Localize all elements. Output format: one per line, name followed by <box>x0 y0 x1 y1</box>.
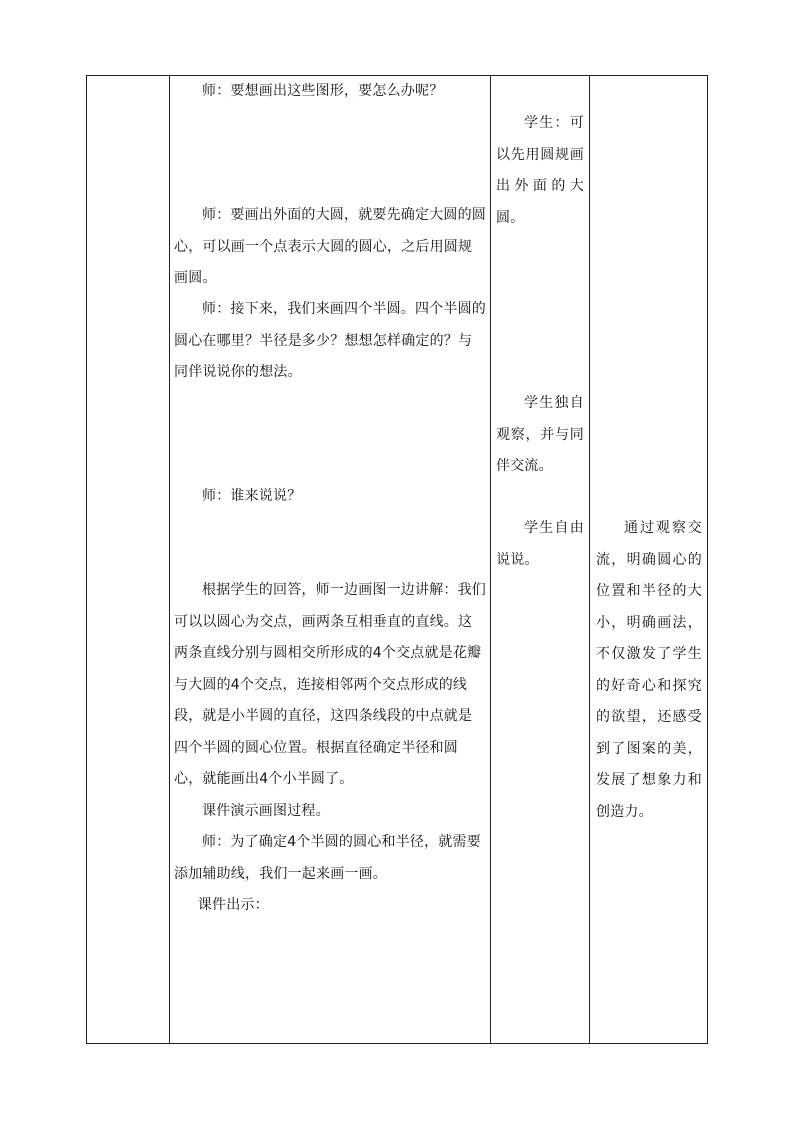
student-text-3 <box>496 513 584 576</box>
student-paragraph: 学生独自观察，并与同伴交流。 <box>496 395 584 474</box>
student-paragraph: 学生：可以先用圆规画出外面的大圆。 <box>496 115 584 226</box>
teacher-paragraph: 课件演示画图过程。 <box>202 802 330 819</box>
teacher-paragraph: 师：接下来，我们来画四个半圆。四个半圆的圆心在哪里？半径是多少？想想怎样确定的？与同伴说说你的想法。 <box>174 301 486 380</box>
teacher-text-3 <box>174 294 486 389</box>
teacher-text-1 <box>174 76 486 108</box>
purpose-text <box>596 513 702 828</box>
purpose-paragraph: 通过观察交流，明确圆心的位置和半径的大小，明确画法，不仅激发了学生的好奇心和探究的欲望，还感受到了图案的美，发展了想象力和创造力。 <box>596 520 702 820</box>
column-divider-3 <box>589 76 590 1043</box>
teacher-text-5 <box>174 575 486 922</box>
teacher-paragraph: 课件出示： <box>197 897 269 913</box>
teacher-text-2 <box>174 200 486 295</box>
student-paragraph: 学生自由说说。 <box>496 520 584 568</box>
student-text-2 <box>496 388 584 483</box>
teacher-paragraph: 根据学生的回答，师一边画图一边讲解：我们可以以圆心为交点，画两条互相垂直的直线。这两条直线分别与圆相交所形成的4个交点就是花瓣与大圆的4个交点，连接相邻两个交点形成的线段，就是小半圆的直径，这四条线段的中点就是四个半圆的圆心位置。根据直径确定半径和圆心，就能画出4个小半圆了。 <box>174 582 486 787</box>
teacher-paragraph: 师：谁来说说？ <box>202 488 302 504</box>
teacher-text-4 <box>174 481 486 513</box>
student-text-1 <box>496 108 584 234</box>
teacher-paragraph: 师：要想画出这些图形，要怎么办呢？ <box>202 83 444 99</box>
teacher-paragraph: 师：为了确定4个半圆的圆心和半径，就需要添加辅助线，我们一起来画一画。 <box>174 834 481 882</box>
teacher-paragraph: 师：要画出外面的大圆，就要先确定大圆的圆心，可以画一个点表示大圆的圆心，之后用圆规画圆。 <box>174 207 486 286</box>
column-divider-1 <box>169 76 170 1043</box>
column-divider-2 <box>490 76 491 1043</box>
